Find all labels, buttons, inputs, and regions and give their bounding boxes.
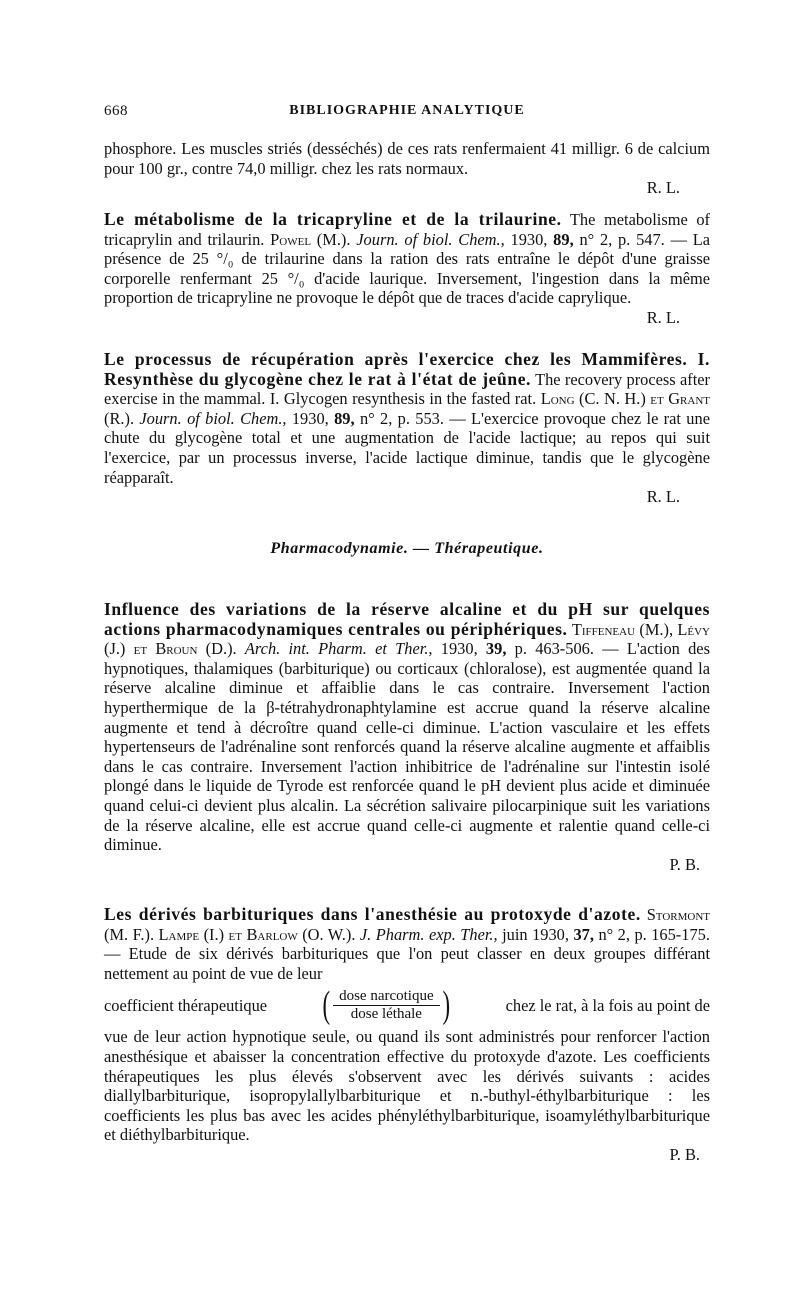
section-heading: Pharmacodynamie. — Thérapeutique. <box>270 540 544 557</box>
entry-barbituriques-authors: Stormont (M. F.). Lampe (I.) et Barlow (O. W.). <box>104 905 710 944</box>
entry-tricapryline-body: — La présence de 25 °/₀ de trilaurine dans la ration des rats entraîne le dépôt d'une graisse corporelle renfermant 25 °/₀ d'acide laurique. Inversement, l'ingestion dans la même proportion de tricapryline ne provoque le dépôt que de traces d'acide caprylique. <box>104 229 711 308</box>
page-header <box>104 103 710 125</box>
entry-tricapryline-title: Le métabolisme de la tricapryline et de la trilaurine. <box>104 209 562 229</box>
entry-recuperation-title: Le processus de récupération après l'exercice chez les Mammifères. I. Resynthèse du glycogène chez le rat à l'état de jeûne. <box>104 349 710 389</box>
entry-barbituriques-issue: n° 2, p. 165-175. <box>598 924 710 944</box>
entry-reserve-alcaline-body: — L'action des hypnotiques, thalamiques (barbiturique) ou corticaux (chloralose), est augmentée quand la réserve alcaline diminue et affaiblie dans le cas contraire. Inversement l'action hyperthermique de la β-tétrahydronaphtylamine est accrue quand la réserve alcaline augmente et tend à décroître quand celle-ci diminue. L'action vasculaire et les effets hypertenseurs de l'adrénaline sont renforcés quand la réserve alcaline augmente et affaiblis dans le cas contraire. Inversement l'action inhibitrice de l'adrénaline sur l'intestin isolé plongé dans le liquide de Tyrode est renforcée quand le pH devient plus acide et diminuée quand celui-ci devient plus alcalin. La sécrétion salivaire pilocarpinique suit les variations de la réserve alcaline, elle est accrue quand celle-ci augmente et ralentie quand celle-ci diminue. <box>104 639 710 855</box>
therapeutic-coefficient-line <box>104 984 710 1027</box>
right-paren: ) <box>442 984 450 1027</box>
entry-recuperation-authors: Long (C. N. H.) et Grant (R.). <box>104 389 710 428</box>
coefficient-label: coefficient thérapeutique <box>104 995 268 1015</box>
entry-reserve-alcaline-issue: p. 463-506. <box>514 639 594 659</box>
entry-recuperation-english-title: The recovery process after exercise in the mammal. I. Glycogen resynthesis in the fasted rat. <box>104 369 711 409</box>
running-head: BIBLIOGRAPHIE ANALYTIQUE <box>289 103 525 118</box>
coefficient-after: chez le rat, à la fois au point de <box>505 995 710 1015</box>
entry-barbituriques <box>104 905 710 1165</box>
entry-reserve-alcaline <box>104 600 710 874</box>
entry-continuation <box>104 139 710 198</box>
entry-recuperation-year: 1930, <box>291 408 329 428</box>
entry-tricapryline-issue: n° 2, p. 547. <box>579 229 665 249</box>
entry-recuperation-signature: R. L. <box>646 487 680 507</box>
entry-reserve-alcaline-volume: 39, <box>485 639 507 659</box>
page-number: 668 <box>104 103 128 119</box>
entry-reserve-alcaline-signature: P. B. <box>669 854 700 874</box>
entry-barbituriques-title: Les dérivés barbituriques dans l'anesthésie au protoxyde d'azote. <box>104 904 641 924</box>
left-paren: ( <box>322 984 331 1027</box>
fraction-denominator: dose léthale <box>350 1005 422 1022</box>
entry-continuation-text: phosphore. Les muscles striés (desséchés) de ces rats renfermaient 41 milligr. 6 de calcium pour 100 gr., contre 74,0 milligr. chez les rats normaux. <box>104 139 710 178</box>
entry-reserve-alcaline-journal: Arch. int. Pharm. et Ther., <box>244 639 433 659</box>
entry-barbituriques-signature: P. B. <box>669 1144 700 1164</box>
entry-reserve-alcaline-title: Influence des variations de la réserve alcaline et du pH sur quelques actions pharmacodynamiques centrales ou périphériques. <box>104 599 710 639</box>
entry-tricapryline-volume: 89, <box>553 229 574 249</box>
entry-recuperation-issue: n° 2, p. 553. <box>359 408 444 428</box>
entry-tricapryline-english-title: The metabolisme of tricaprylin and trilaurin. <box>104 210 710 249</box>
entry-barbituriques-body-after: vue de leur action hypnotique seule, ou quand ils sont administrés pour renforcer l'action anesthésique et abaisser la concentration effective du protoxyde d'azote. Les coefficients thérapeutiques les plus élevés s'observent avec les dérivés suivants : acides diallylbarbiturique, isopropylallylbarbiturique et n.-buthyl-éthylbarbiturique : les coefficients les plus bas avec les acides phényléthylbarbiturique, isoamyléthylbarbiturique et diéthylbarbiturique. <box>104 1027 710 1145</box>
entry-tricapryline-signature: R. L. <box>646 307 680 327</box>
entry-tricapryline-authors: Powel (M.). <box>270 229 351 249</box>
entry-tricapryline <box>104 210 710 328</box>
coefficient-fraction <box>320 984 452 1027</box>
entry-reserve-alcaline-authors: Tiffeneau (M.), Lévy (J.) et Broun (D.). <box>104 619 710 659</box>
entry-tricapryline-year: 1930, <box>510 229 548 249</box>
entry-recuperation-volume: 89, <box>334 408 355 428</box>
entry-recuperation-journal: Journ. of biol. Chem., <box>139 408 287 428</box>
entry-tricapryline-journal: Journ. of biol. Chem., <box>356 229 505 249</box>
entry-continuation-signature: R. L. <box>646 178 680 198</box>
entry-recuperation-body: — L'exercice provoque chez le rat une chute du glycogène total et une augmentation de l'acide lactique; au repos qui suit l'exercice, par un processus inverse, l'acide lactique diminue, tandis que le glycogène réapparaît. <box>104 408 710 487</box>
entry-barbituriques-date: juin 1930, <box>502 924 569 944</box>
fraction-numerator: dose narcotique <box>333 988 440 1006</box>
entry-reserve-alcaline-year: 1930, <box>440 639 478 659</box>
entry-recuperation <box>104 350 710 507</box>
entry-barbituriques-body-before: — Etude de six dérivés barbituriques que l'on peut classer en deux groupes différant nettement au point de vue de leur <box>104 944 710 983</box>
entry-barbituriques-volume: 37, <box>573 924 594 944</box>
entry-barbituriques-journal: J. Pharm. exp. Ther., <box>359 924 498 944</box>
